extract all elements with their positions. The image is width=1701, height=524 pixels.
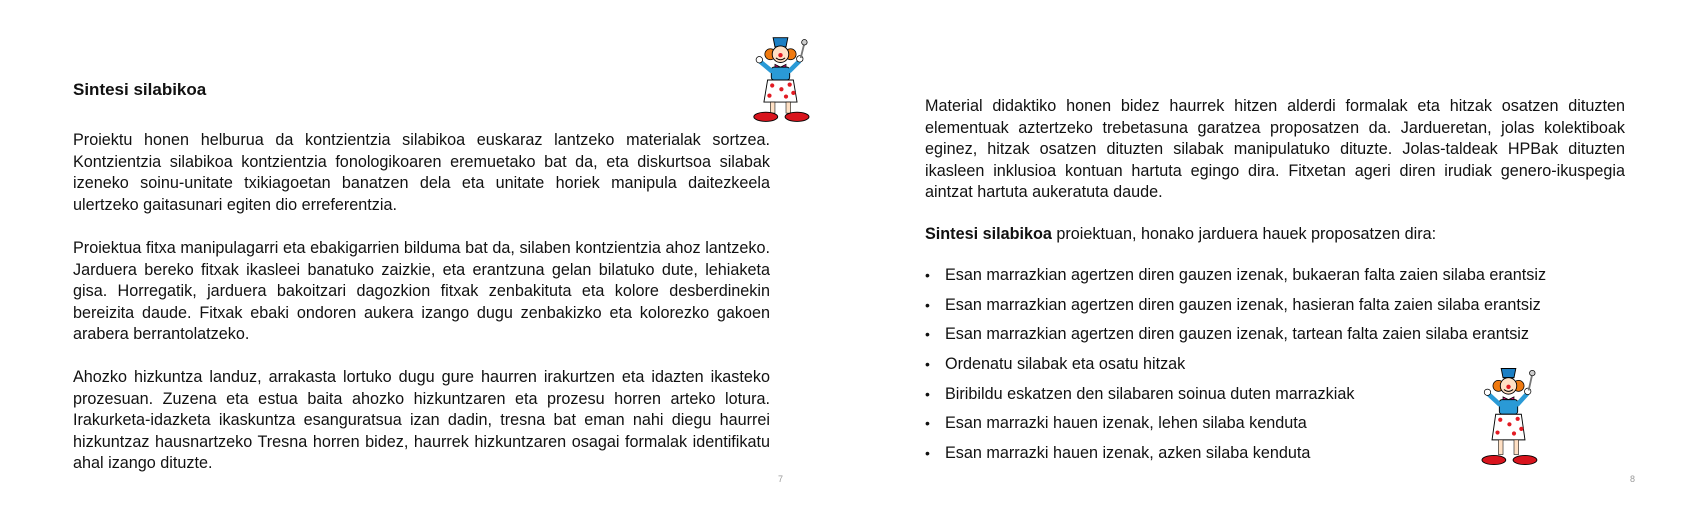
bullet: •	[925, 415, 930, 432]
activities-intro-text: proiektuan, honako jarduera hauek proposatzen dira:	[1051, 225, 1437, 243]
clown-icon	[1468, 363, 1560, 471]
list-item-text: Biribildu eskatzen den silabaren soinua duten marrazkiak	[945, 384, 1355, 403]
paragraph-3: Ahozko hizkuntza landuz, arrakasta lortuko dugu gure haurren irakurtzen eta idazten ikasteko prozesuan. Zuzena eta estua baita ahozko hizkuntzaren eta prozesu horren arteko lotura. Irakurketa-idazketa ikaskuntza esanguratsua izan dadin, tresna bat eman nahi diegu haurrei hizkuntzaz hausnartzeko Tresna horren bidez, haurrek hizkuntzaren osagai formalak identifikatu ahal izango dituzte.	[73, 368, 770, 473]
list-item	[925, 265, 1546, 295]
page-title: Sintesi silabikoa	[73, 80, 207, 99]
page-number: 8	[1630, 474, 1636, 484]
right-page	[850, 0, 1701, 524]
list-item	[925, 384, 1546, 414]
intro-paragraph: Material didaktiko honen bidez haurrek hitzen alderdi formalak eta hitzak osatzen dituzten elementuak aztertzeko trebetasuna garatzea proposatzen da. Jardueretan, jolas kolektiboak eginez, hitzak osatzen dituzten silabak manipulatuko dituzte. Jolas-taldeak HPBak dituzten ikasleen inklusioa kontuan hartuta egingo dira. Fitxetan ageri diren irudiak genero-ikuspegia aintzat hartuta aukeratuta daude.	[925, 97, 1625, 202]
list-item-text: Ordenatu silabak eta osatu hitzak	[945, 355, 1186, 374]
activities-intro	[925, 224, 1436, 246]
bullet: •	[925, 296, 930, 313]
clown-icon	[740, 34, 832, 126]
paragraph-2: Proiektua fitxa manipulagarri eta ebakigarrien bilduma bat da, silaben kontzientzia ahoz lantzeko. Jarduera bereko fitxak ikasleei banatuko zaizkie, eta erantzuna gelan bilatuko dute, lehiaketa gisa. Horregatik, jarduera bakoitzari dagozkion fitxak zenbakituta eta kolore desberdinekin bereizita daude. Fitxak ebaki ondoren aukera izango dugu zenbakizko eta kolorezko gakoen arabera berrantolatzeko.	[73, 239, 770, 344]
list-item	[925, 324, 1546, 354]
project-name: Sintesi silabikoa	[925, 225, 1052, 243]
page-number: 7	[778, 474, 784, 484]
list-item-text: Esan marrazki hauen izenak, lehen silaba kenduta	[945, 414, 1307, 433]
list-item	[925, 354, 1546, 384]
paragraph-1: Proiektu honen helburua da kontzientzia silabikoa euskaraz lantzeko materialak sortzea. Kontzientzia silabikoa kontzientzia fonologikoaren eremuetako bat da, eta diskurtsoa silabak izeneko soinu-unitate txikiagoetan banatzen dela eta unitate horiek manipula daitezkeela ulertzeko gaitasunari egiten dio erreferentzia.	[73, 131, 770, 214]
activity-list	[925, 265, 1546, 473]
bullet: •	[925, 267, 930, 283]
left-page	[0, 0, 850, 524]
list-item-text: Esan marrazkian agertzen diren gauzen izenak, hasieran falta zaien silaba erantsiz	[945, 295, 1541, 314]
bullet: •	[925, 356, 930, 373]
list-item	[925, 413, 1546, 443]
bullet: •	[925, 326, 930, 343]
list-item-text: Esan marrazkian agertzen diren gauzen izenak, tartean falta zaien silaba erantsiz	[945, 325, 1529, 344]
list-item-text: Esan marrazki hauen izenak, azken silaba kenduta	[945, 444, 1311, 463]
list-item	[925, 443, 1546, 473]
list-item	[925, 295, 1546, 325]
list-item-text: Esan marrazkian agertzen diren gauzen izenak, bukaeran falta zaien silaba erantsiz	[945, 266, 1547, 284]
bullet: •	[925, 445, 930, 462]
bullet: •	[925, 385, 930, 402]
